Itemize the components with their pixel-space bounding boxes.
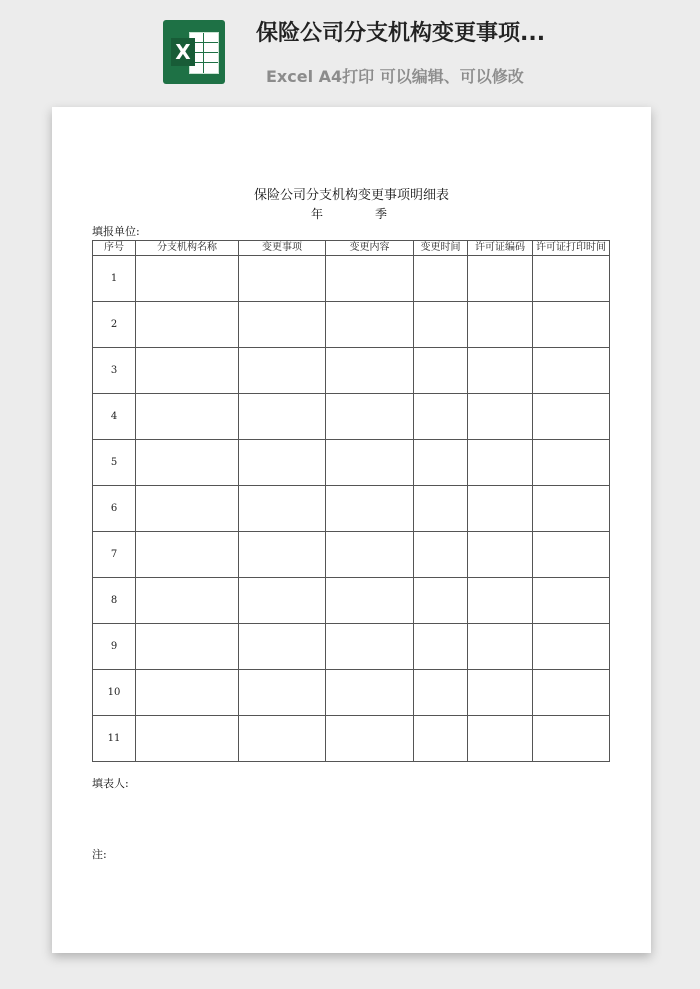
cell-change-item <box>239 624 326 670</box>
cell-seq: 7 <box>93 532 136 578</box>
table-row <box>93 716 610 762</box>
cell-change-time <box>414 348 468 394</box>
cell-license-print-time <box>533 394 610 440</box>
cell-seq: 9 <box>93 624 136 670</box>
cell-change-content <box>326 670 414 716</box>
table-row <box>93 578 610 624</box>
filler-label: 填表人: <box>92 777 129 790</box>
cell-change-time <box>414 302 468 348</box>
period-quarter-label: 季 <box>375 207 388 221</box>
cell-branch-name <box>136 256 239 302</box>
table-header-row <box>93 241 610 256</box>
excel-icon <box>163 20 225 84</box>
cell-seq: 2 <box>93 302 136 348</box>
cell-license-print-time <box>533 302 610 348</box>
cell-change-item <box>239 716 326 762</box>
cell-license-print-time <box>533 624 610 670</box>
cell-license-print-time <box>533 578 610 624</box>
cell-change-content <box>326 440 414 486</box>
cell-change-content <box>326 302 414 348</box>
cell-change-time <box>414 670 468 716</box>
cell-change-item <box>239 256 326 302</box>
change-detail-table <box>92 240 610 762</box>
excel-x-mark: X <box>171 38 195 66</box>
cell-license-code <box>468 440 533 486</box>
cell-license-print-time <box>533 716 610 762</box>
column-header-branch-name: 分支机构名称 <box>136 241 239 256</box>
cell-change-content <box>326 624 414 670</box>
document-subtitle: Excel A4打印 可以编辑、可以修改 <box>266 67 524 86</box>
cell-seq: 1 <box>93 256 136 302</box>
cell-branch-name <box>136 670 239 716</box>
cell-branch-name <box>136 440 239 486</box>
cell-change-time <box>414 624 468 670</box>
note-label: 注: <box>92 848 107 861</box>
cell-change-content <box>326 394 414 440</box>
table-body <box>93 256 610 762</box>
table-row <box>93 532 610 578</box>
cell-branch-name <box>136 624 239 670</box>
sheet-title: 保险公司分支机构变更事项明细表 <box>253 188 449 203</box>
cell-change-content <box>326 348 414 394</box>
cell-license-print-time <box>533 256 610 302</box>
cell-license-print-time <box>533 532 610 578</box>
reporting-unit-label: 填报单位: <box>92 225 140 238</box>
cell-change-time <box>414 578 468 624</box>
cell-license-code <box>468 578 533 624</box>
cell-change-item <box>239 394 326 440</box>
cell-license-print-time <box>533 486 610 532</box>
cell-seq: 10 <box>93 670 136 716</box>
document-page <box>52 107 651 953</box>
cell-change-content <box>326 486 414 532</box>
cell-branch-name <box>136 532 239 578</box>
cell-change-time <box>414 440 468 486</box>
cell-change-item <box>239 302 326 348</box>
document-title: 保险公司分支机构变更事项... <box>256 21 546 46</box>
cell-change-item <box>239 532 326 578</box>
cell-license-code <box>468 394 533 440</box>
table-row <box>93 256 610 302</box>
cell-seq: 8 <box>93 578 136 624</box>
cell-change-content <box>326 716 414 762</box>
cell-branch-name <box>136 578 239 624</box>
cell-seq: 4 <box>93 394 136 440</box>
cell-seq: 3 <box>93 348 136 394</box>
table-row <box>93 302 610 348</box>
cell-change-content <box>326 256 414 302</box>
cell-change-content <box>326 578 414 624</box>
column-header-change-item: 变更事项 <box>239 241 326 256</box>
cell-license-code <box>468 716 533 762</box>
cell-branch-name <box>136 348 239 394</box>
cell-change-item <box>239 578 326 624</box>
cell-change-item <box>239 440 326 486</box>
cell-license-code <box>468 348 533 394</box>
cell-license-code <box>468 486 533 532</box>
cell-license-code <box>468 256 533 302</box>
cell-license-code <box>468 302 533 348</box>
column-header-seq: 序号 <box>93 241 136 256</box>
period-year-label: 年 <box>311 207 324 221</box>
column-header-license-code: 许可证编码 <box>468 241 533 256</box>
column-header-license-print-time: 许可证打印时间 <box>533 241 610 256</box>
cell-change-time <box>414 532 468 578</box>
cell-license-code <box>468 624 533 670</box>
cell-license-code <box>468 532 533 578</box>
cell-license-print-time <box>533 440 610 486</box>
column-header-change-content: 变更内容 <box>326 241 414 256</box>
cell-license-print-time <box>533 348 610 394</box>
cell-seq: 5 <box>93 440 136 486</box>
cell-seq: 11 <box>93 716 136 762</box>
cell-change-time <box>414 394 468 440</box>
cell-change-content <box>326 532 414 578</box>
cell-change-time <box>414 486 468 532</box>
cell-branch-name <box>136 394 239 440</box>
cell-change-item <box>239 670 326 716</box>
cell-branch-name <box>136 716 239 762</box>
cell-branch-name <box>136 302 239 348</box>
table-row <box>93 440 610 486</box>
table-row <box>93 348 610 394</box>
cell-license-print-time <box>533 670 610 716</box>
cell-change-time <box>414 256 468 302</box>
cell-change-time <box>414 716 468 762</box>
cell-change-item <box>239 348 326 394</box>
cell-change-item <box>239 486 326 532</box>
column-header-change-time: 变更时间 <box>414 241 468 256</box>
cell-license-code <box>468 670 533 716</box>
table-row <box>93 394 610 440</box>
table-row <box>93 624 610 670</box>
page-header <box>0 0 700 100</box>
table-row <box>93 486 610 532</box>
cell-seq: 6 <box>93 486 136 532</box>
table-row <box>93 670 610 716</box>
cell-branch-name <box>136 486 239 532</box>
